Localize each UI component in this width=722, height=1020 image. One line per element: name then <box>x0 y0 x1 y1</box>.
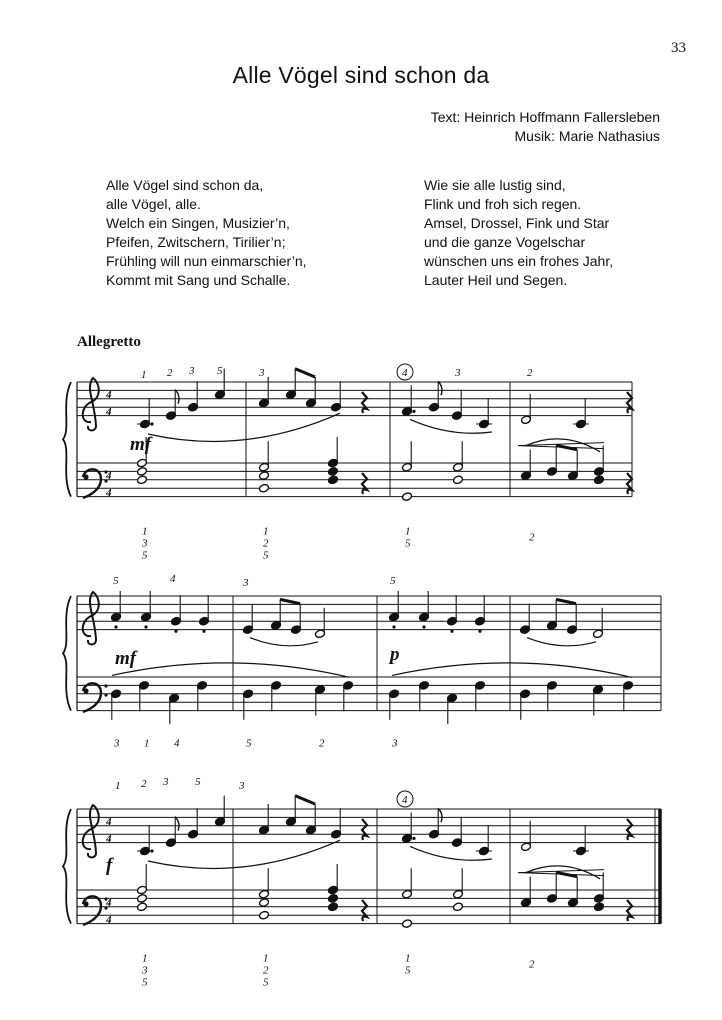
fingering-number: 3 <box>243 577 249 589</box>
composer-credit: Musik: Marie Nathasius <box>514 128 660 144</box>
note-head <box>328 894 339 904</box>
dynamic-marking: f <box>106 855 113 876</box>
note-head <box>328 902 339 912</box>
dynamic-marking: mf <box>115 648 137 669</box>
time-signature-numerator: 4 <box>106 816 112 828</box>
time-signature-numerator: 4 <box>106 470 112 482</box>
fingering-number: 2 <box>529 531 535 544</box>
fingering-number: 5 <box>113 575 119 587</box>
fingering-number: 2 <box>167 367 173 379</box>
slur <box>148 840 340 868</box>
note-head <box>402 919 413 929</box>
slur <box>392 663 632 678</box>
fingering-number: 5 <box>405 537 411 550</box>
fingering-number: 5 <box>142 976 148 989</box>
beam <box>295 796 315 804</box>
quarter-rest <box>362 473 367 494</box>
fingering-number: 3 <box>163 776 169 788</box>
fingering-number: 3 <box>114 737 120 750</box>
fingering-number: 2 <box>529 958 535 971</box>
treble-clef <box>83 378 99 431</box>
verse-line: Amsel, Drossel, Fink und Star <box>424 215 610 231</box>
time-signature-denominator: 4 <box>106 406 112 418</box>
note-head <box>402 492 413 502</box>
time-signature-denominator: 4 <box>106 833 112 845</box>
staccato-dot <box>114 625 117 628</box>
fingering-number: 5 <box>142 549 148 562</box>
slur <box>250 638 318 646</box>
treble-clef <box>83 592 99 645</box>
verse-line: Welch ein Singen, Musizier’n, <box>106 215 290 231</box>
fingering-number: 5 <box>263 976 269 989</box>
quarter-rest <box>627 900 632 921</box>
fingering-number: 2 <box>319 737 325 750</box>
staccato-dot <box>202 630 205 633</box>
note-head <box>594 902 605 912</box>
fingering-number: 4 <box>402 367 408 379</box>
note-head <box>453 475 464 485</box>
quarter-rest <box>627 392 632 413</box>
bass-clef-dot <box>83 474 88 479</box>
bass-clef-dot <box>104 693 107 696</box>
fingering-number: 1 <box>263 952 269 965</box>
fingering-number: 3 <box>189 365 195 377</box>
staccato-dot <box>412 410 415 413</box>
fingering-number: 3 <box>259 367 265 379</box>
fingering-number: 5 <box>217 365 223 377</box>
quarter-rest <box>362 392 367 413</box>
verse-line: Kommt mit Sang und Schalle. <box>106 272 291 288</box>
fingering-number: 3 <box>142 964 148 977</box>
staccato-dot <box>478 630 481 633</box>
fingering-number: 1 <box>405 525 411 538</box>
time-signature-numerator: 4 <box>106 389 112 401</box>
fingering-number: 3 <box>392 737 398 750</box>
quarter-rest <box>362 900 367 921</box>
verse-line: Alle Vögel sind schon da, <box>106 177 264 193</box>
page-number: 33 <box>671 40 686 56</box>
bass-clef-dot <box>83 901 88 906</box>
fingering-number: 5 <box>246 737 252 750</box>
verse-line: Wie sie alle lustig sind, <box>424 177 566 193</box>
note-head <box>137 902 148 912</box>
quarter-rest <box>627 819 632 840</box>
fingering-number: 4 <box>402 794 408 806</box>
fingering-number: 3 <box>239 780 245 792</box>
beam <box>556 872 577 876</box>
fingering-number: 5 <box>263 549 269 562</box>
note-head <box>259 898 270 908</box>
fingering-number: 1 <box>115 780 121 792</box>
grand-staff-brace <box>63 596 71 711</box>
bass-clef-dot <box>83 688 88 693</box>
time-signature-denominator: 4 <box>106 914 112 926</box>
fingering-number: 5 <box>390 575 396 587</box>
verse-line: Pfeifen, Zwitschern, Tirilier’n; <box>106 234 286 250</box>
dynamic-marking: p <box>390 644 400 665</box>
staccato-dot <box>392 625 395 628</box>
fingering-number: 2 <box>527 367 533 379</box>
verse-line: alle Vögel, alle. <box>106 196 201 212</box>
verse-line: Flink und froh sich regen. <box>424 196 582 212</box>
fingering-number: 1 <box>144 737 150 750</box>
grand-staff-brace <box>63 809 71 924</box>
beam <box>556 445 577 449</box>
fingering-number: 1 <box>263 525 269 538</box>
staccato-dot <box>150 422 153 425</box>
verse-line: Frühling will nun einmarschier’n, <box>106 253 307 269</box>
fingering-number: 5 <box>195 776 201 788</box>
verse-line: wünschen uns ein frohes Jahr, <box>424 253 614 269</box>
slur <box>527 638 596 646</box>
bass-clef <box>83 896 101 925</box>
verse-line: Lauter Heil und Segen. <box>424 272 568 288</box>
beam <box>280 599 300 603</box>
note-head <box>137 467 148 477</box>
slur <box>112 663 350 678</box>
staccato-dot <box>150 849 153 852</box>
note-head <box>259 483 270 493</box>
note-head <box>259 910 270 920</box>
staccato-dot <box>174 630 177 633</box>
grand-staff-brace <box>63 382 71 497</box>
lyricist-credit: Text: Heinrich Hoffmann Fallersleben <box>430 109 660 125</box>
staccato-dot <box>412 837 415 840</box>
tempo-marking: Allegretto <box>77 334 141 350</box>
fingering-number: 1 <box>142 952 148 965</box>
fingering-number: 4 <box>174 737 180 750</box>
note-head <box>137 894 148 904</box>
bass-clef <box>83 469 101 498</box>
note-head <box>594 475 605 485</box>
fingering-number: 3 <box>455 367 461 379</box>
bass-clef-dot <box>104 684 107 687</box>
fingering-number: 1 <box>405 952 411 965</box>
staccato-dot <box>144 625 147 628</box>
fingering-number: 1 <box>142 525 148 538</box>
note-head <box>453 902 464 912</box>
bass-clef <box>83 683 101 712</box>
fingering-number: 5 <box>405 964 411 977</box>
quarter-rest <box>627 473 632 494</box>
fingering-number: 2 <box>263 964 269 977</box>
beam <box>295 369 315 377</box>
note-head <box>328 467 339 477</box>
dynamic-marking: mf <box>130 434 152 455</box>
song-title: Alle Vögel sind schon da <box>232 62 490 88</box>
note-head <box>259 471 270 481</box>
staccato-dot <box>450 630 453 633</box>
time-signature-numerator: 4 <box>106 897 112 909</box>
fingering-number: 3 <box>142 537 148 550</box>
fingering-number: 2 <box>263 537 269 550</box>
beam <box>556 599 576 603</box>
slur <box>148 413 340 441</box>
fingering-number: 1 <box>141 369 147 381</box>
fingering-number: 4 <box>170 573 176 585</box>
note-head <box>137 475 148 485</box>
time-signature-denominator: 4 <box>106 487 112 499</box>
fingering-number: 2 <box>141 778 147 790</box>
note-head <box>328 475 339 485</box>
treble-clef <box>83 805 99 858</box>
verse-line: und die ganze Vogelschar <box>424 234 586 250</box>
quarter-rest <box>362 819 367 840</box>
staccato-dot <box>422 625 425 628</box>
